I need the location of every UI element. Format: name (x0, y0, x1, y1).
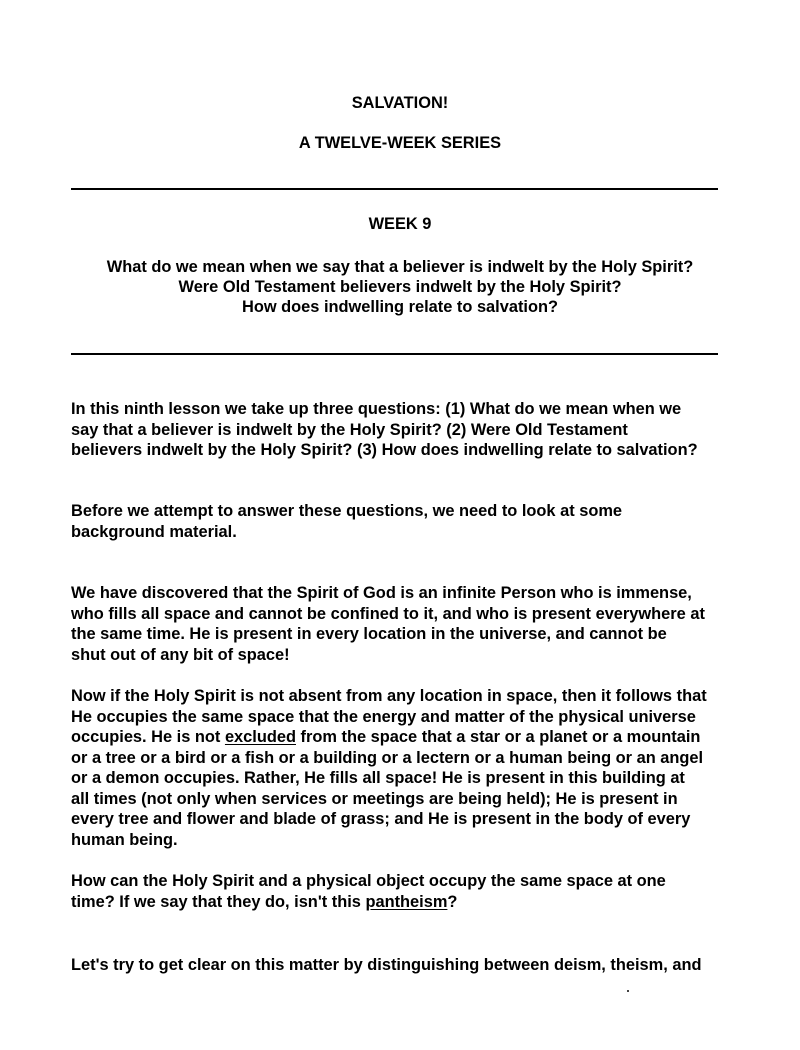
paragraph-line: shut out of any bit of space! (71, 645, 290, 664)
paragraph-occupies-space (71, 686, 731, 850)
week-question-3: How does indwelling relate to salvation? (241, 298, 559, 316)
paragraph-line: human being. (71, 830, 178, 849)
paragraph-line: In this ninth lesson we take up three questions: (1) What do we mean when we (71, 400, 682, 418)
scan-speck (627, 990, 629, 992)
paragraph-line: believers indwelt by the Holy Spirit? (3) How does indwelling relate to salvation? (71, 441, 698, 459)
text-run: time? If we say that they do, isn't this (71, 892, 366, 911)
paragraph-deism-theism (71, 955, 731, 976)
week-question-2: Were Old Testament believers indwelt by the Holy Spirit? (178, 278, 622, 296)
paragraph-line: or a demon occupies. Rather, He fills all space! He is present in this building at (71, 769, 685, 787)
paragraph-line: Before we attempt to answer these questions, we need to look at some (71, 502, 623, 520)
paragraph-line: who fills all space and cannot be confined to it, and who is present everywhere at (71, 604, 705, 623)
underlined-word-pantheism: pantheism (365, 892, 448, 911)
paragraph-background (71, 501, 731, 542)
paragraph-line: say that a believer is indwelt by the Holy Spirit? (2) Were Old Testament (71, 420, 628, 439)
paragraph-line: the same time. He is present in every location in the universe, and cannot be (71, 625, 667, 643)
divider-top (71, 188, 718, 190)
paragraph-line (71, 892, 731, 913)
paragraph-spirit-immense (71, 583, 731, 665)
paragraph-line: or a tree or a bird or a fish or a building or a lectern or a human being or an angel (71, 748, 704, 767)
paragraph-line: background material. (71, 522, 237, 541)
paragraph-line: He occupies the same space that the energy and matter of the physical universe (71, 707, 696, 726)
week-question-1: What do we mean when we say that a believer is indwelt by the Holy Spirit? (106, 258, 694, 276)
text-run: ? (447, 892, 458, 911)
underlined-word-excluded: excluded (224, 728, 296, 746)
document-subtitle: A TWELVE-WEEK SERIES (298, 134, 502, 152)
week-label: WEEK 9 (368, 215, 432, 233)
paragraph-line: Let's try to get clear on this matter by distinguishing between deism, theism, and (71, 956, 702, 974)
text-run: occupies. He is not (71, 728, 225, 746)
paragraph-line: every tree and flower and blade of grass; and He is present in the body of every (71, 810, 691, 828)
paragraph-line (71, 727, 731, 748)
paragraph-intro (71, 399, 731, 461)
divider-bottom (71, 353, 718, 355)
paragraph-line: Now if the Holy Spirit is not absent from any location in space, then it follows that (71, 687, 707, 705)
paragraph-pantheism-question (71, 871, 731, 912)
document-title: SALVATION! (351, 94, 449, 112)
paragraph-line: We have discovered that the Spirit of God is an infinite Person who is immense, (71, 584, 692, 602)
paragraph-line: all times (not only when services or meetings are being held); He is present in (71, 789, 678, 808)
text-run: from the space that a star or a planet or a mountain (296, 728, 701, 746)
paragraph-line: How can the Holy Spirit and a physical object occupy the same space at one (71, 872, 666, 890)
